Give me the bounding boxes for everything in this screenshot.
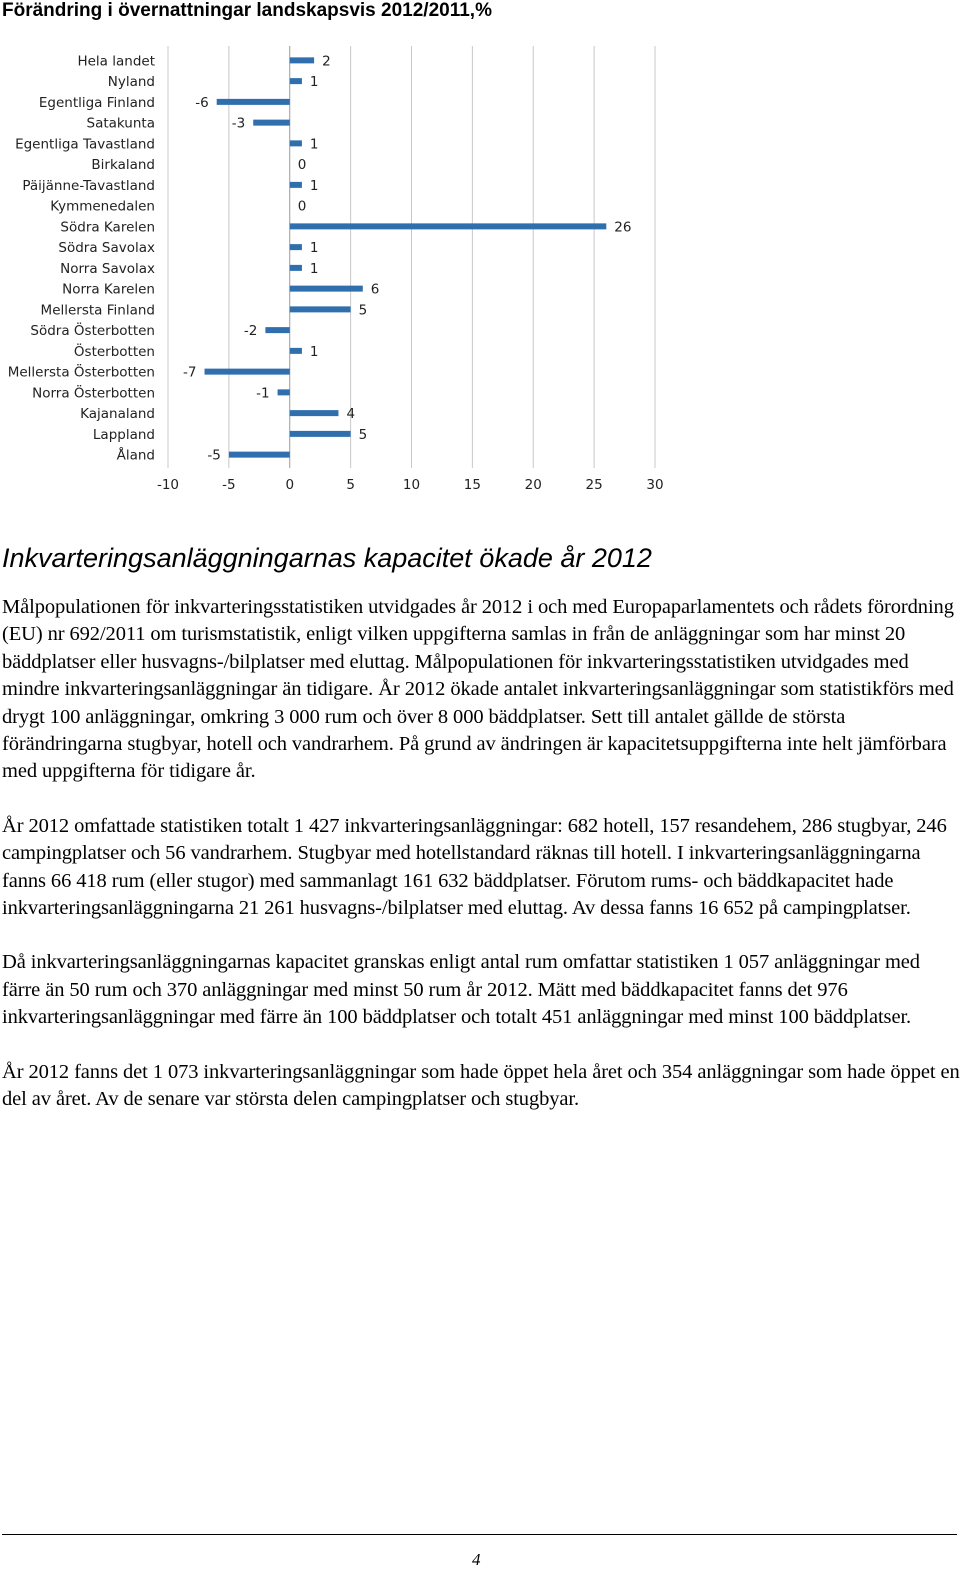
bar <box>290 265 302 271</box>
category-label: Kajanaland <box>80 406 155 423</box>
x-tick-label: -10 <box>156 477 180 493</box>
data-label: 1 <box>309 260 319 277</box>
x-tick-label: 5 <box>346 477 355 493</box>
x-tick-label: 15 <box>463 477 481 493</box>
category-label: Hela landet <box>77 53 155 70</box>
category-label: Södra Österbotten <box>30 323 155 340</box>
category-label: Nyland <box>107 74 155 91</box>
data-label: -6 <box>195 94 209 111</box>
x-tick-label: 0 <box>285 477 295 493</box>
category-label: Lappland <box>92 426 155 443</box>
bar <box>290 57 314 63</box>
bar <box>278 389 290 395</box>
data-label: -5 <box>207 447 221 464</box>
bar <box>290 140 302 146</box>
category-label: Egentliga Finland <box>38 94 155 111</box>
data-label: 1 <box>309 240 319 257</box>
category-label: Åland <box>116 447 155 464</box>
paragraph-3: Då inkvarteringsanläggningarnas kapacitet granskas enligt antal rum omfattar statistiken 1 057 anläggningar med färre än 50 rum och 370 anläggningar med minst 50 rum år 2012. Mätt med bäddkapacitet fanns det 976 inkvarteringsanläggningar med färre än 100 bäddplatser och totalt 451 anläggningar med minst 100 bäddplatser. <box>2 951 920 1029</box>
bar <box>205 369 290 375</box>
data-label: 0 <box>297 198 307 215</box>
data-label: 6 <box>370 281 380 298</box>
category-label: Södra Savolax <box>58 240 155 257</box>
x-tick-label: 10 <box>402 477 421 493</box>
category-label: Birkaland <box>91 157 155 174</box>
article-body <box>2 594 960 1141</box>
category-label: Mellersta Finland <box>40 302 155 319</box>
data-label: -2 <box>243 323 258 340</box>
data-label: -1 <box>256 385 270 402</box>
x-tick-label: 25 <box>585 477 603 493</box>
data-label: 26 <box>614 219 632 236</box>
section-heading: Inkvarteringsanläggningarnas kapacitet ökade år 2012 <box>2 543 652 573</box>
data-label: 5 <box>358 426 368 443</box>
bar <box>253 120 290 126</box>
category-label: Mellersta Österbotten <box>7 364 155 381</box>
category-label: Kymmenedalen <box>50 198 155 215</box>
bar <box>290 223 607 229</box>
data-label: -3 <box>231 115 246 132</box>
data-label: 1 <box>309 343 319 360</box>
bar <box>265 327 289 333</box>
paragraph-1: Målpopulationen för inkvarteringsstatistiken utvidgades år 2012 i och med Europaparlamentets och rådets förordning (EU) nr 692/2011 om turismstatistik, enligt vilken uppgifterna samlas in från de anläggningar som har minst 20 bäddplatser eller husvagns-/bilplatser med eluttag. Målpopulationen för inkvarteringsstatistiken utvidgades med mindre inkvarteringsanläggningar än tidigare. År 2012 ökade antalet inkvarteringsanläggningar som statistikförs med drygt 100 anläggningar, omkring 3 000 rum och över 8 000 bäddplatser. Sett till antalet gällde de största förändringarna stugbyar, hotell och vandrarhem. På grund av ändringen är kapacitetsuppgifterna inte helt jämförbara med uppgifterna för tidigare år. <box>2 596 954 783</box>
bar <box>290 286 363 292</box>
data-label: 5 <box>358 302 368 319</box>
category-label: Österbotten <box>73 343 155 360</box>
bar <box>290 348 302 354</box>
bar <box>290 244 302 250</box>
category-label: Norra Karelen <box>62 281 155 298</box>
bar-chart <box>0 40 700 500</box>
data-label: 1 <box>309 177 319 194</box>
bar <box>217 99 290 105</box>
data-label: 0 <box>297 157 307 174</box>
footer-rule <box>2 1534 957 1535</box>
bar <box>290 78 302 84</box>
category-label: Päijänne-Tavastland <box>22 177 155 194</box>
category-label: Satakunta <box>86 115 155 132</box>
data-label: 1 <box>309 74 319 91</box>
bar <box>290 306 351 312</box>
category-label: Egentliga Tavastland <box>15 136 155 153</box>
bar <box>290 182 302 188</box>
category-label: Norra Savolax <box>60 260 155 277</box>
data-label: 4 <box>346 406 356 423</box>
bar <box>229 452 290 458</box>
bar <box>290 410 339 416</box>
category-label: Södra Karelen <box>60 219 155 236</box>
bar <box>290 431 351 437</box>
page-number: 4 <box>472 1550 481 1569</box>
category-label: Norra Österbotten <box>32 385 155 402</box>
data-label: 1 <box>309 136 319 153</box>
paragraph-2: År 2012 omfattade statistiken totalt 1 427 inkvarteringsanläggningar: 682 hotell, 157 resandehem, 286 stugbyar, 246 campingplatser och 56 vandrarhem. Stugbyar med hotellstandard räknas till hotell. I inkvarteringsanläggningarna fanns 66 418 rum (eller stugor) med sammanlagt 161 632 bäddplatser. Förutom rums- och bäddkapacitet hade inkvarteringsanläggningarna 21 261 husvagns-/bilplatser med eluttag. Av dessa fanns 16 652 på campingplatser. <box>2 814 947 920</box>
x-tick-label: -5 <box>222 477 236 493</box>
x-tick-label: 30 <box>646 477 664 493</box>
chart-title: Förändring i övernattningar landskapsvis 2012/2011,% <box>2 0 492 21</box>
data-label: -7 <box>183 364 197 381</box>
data-label: 2 <box>322 53 331 70</box>
x-tick-label: 20 <box>524 477 542 493</box>
paragraph-4: År 2012 fanns det 1 073 inkvarteringsanläggningar som hade öppet hela året och 354 anläggningar som hade öppet en del av året. Av de senare var största delen campingplatser och stugbyar. <box>2 1060 960 1111</box>
